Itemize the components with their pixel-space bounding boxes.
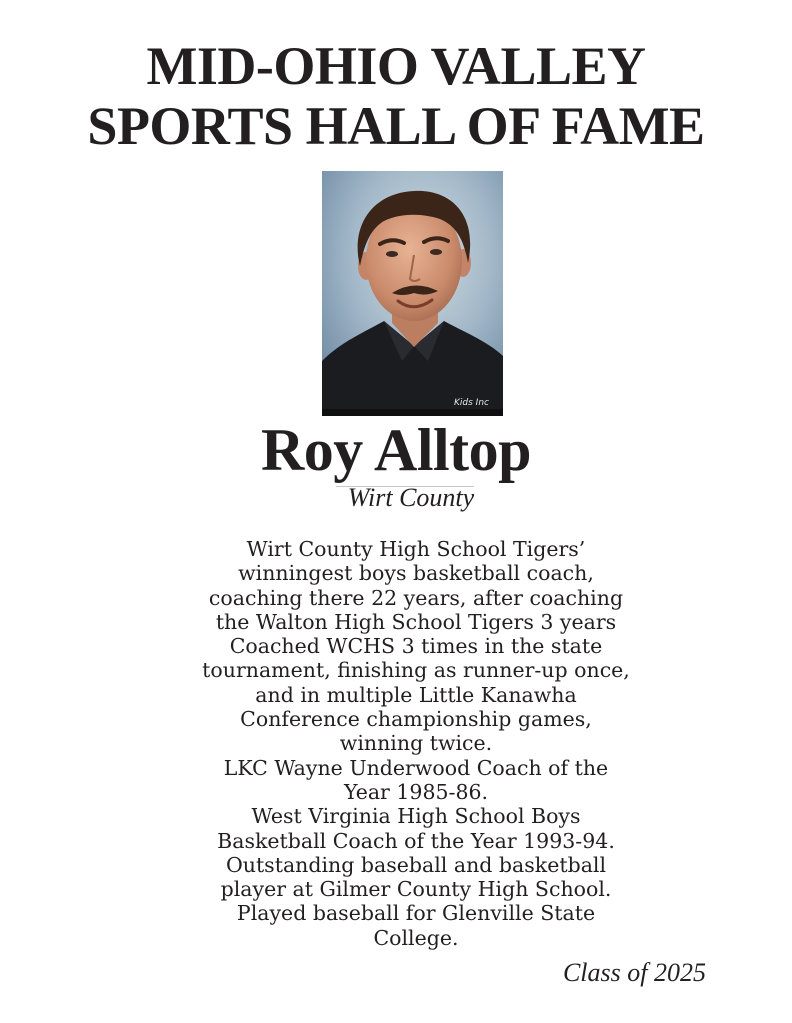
inductee-biography [100,537,732,950]
hall-of-fame-title-line-1: MID-OHIO VALLEY [146,36,646,96]
inductee-county: Wirt County [347,483,475,512]
induction-class-label: Class of 2025 [562,958,706,987]
bio-line: College. [373,925,459,950]
bio-line: coaching there 22 years, after coaching [208,585,624,610]
bio-line: winning twice. [339,731,493,756]
bio-line: tournament, finishing as runner-up once, [202,658,630,683]
bio-line: the Walton High School Tigers 3 years [215,609,617,634]
bio-line: West Virginia High School Boys [251,804,581,829]
inductee-portrait-photo [322,171,503,416]
bio-line: LKC Wayne Underwood Coach of the [223,755,609,780]
bio-line: Conference championship games, [240,707,592,732]
bio-line: Basketball Coach of the Year 1993-94. [217,828,615,853]
shirt-logo: Kids Inc [454,398,489,408]
hall-of-fame-title-line-2: SPORTS HALL OF FAME [87,96,705,156]
bio-line: Coached WCHS 3 times in the state [229,634,603,659]
portrait-illustration [322,171,503,416]
bio-line: and in multiple Little Kanawha [255,682,577,707]
inductee-name: Roy Alltop [260,417,532,483]
bio-line: Outstanding baseball and basketball [225,852,607,877]
bio-line: Year 1985-86. [343,779,489,804]
bio-line: player at Gilmer County High School. [220,877,612,902]
bio-line: Wirt County High School Tigers’ [246,537,586,561]
bio-line: winningest boys basketball coach, [238,561,594,586]
bio-line: Played baseball for Glenville State [236,901,596,926]
